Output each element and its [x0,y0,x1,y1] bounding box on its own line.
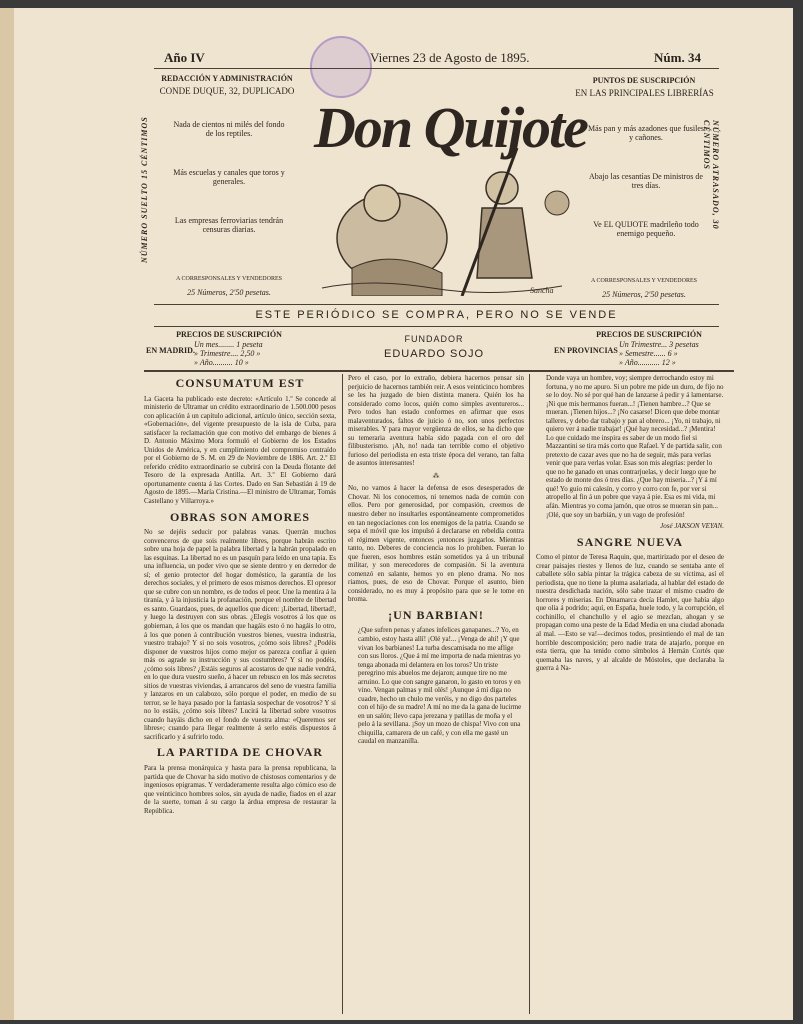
right-price: 25 Números, 2'50 pesetas. [602,290,686,299]
right-footer: A CORRESPONSALES Y VENDEDORES [591,278,697,284]
sub-right-row: » Año........... 12 » [619,358,676,368]
poem-author: José JAKSON VEYAN. [660,522,724,531]
sub-right-rows [619,340,729,368]
sub-left-rows [194,340,304,368]
section-asterisks: ⁂ [432,471,440,480]
puntos-where: EN LAS PRINCIPALES LIBRERÍAS [575,88,714,98]
column-rule-1 [342,374,343,1014]
headline-sangre: SANGRE NUEVA [576,534,684,549]
issue-date: Viernes 23 de Agosto de 1895. [370,50,530,65]
sub-left-row: » Trimestre.... 2,50 » [194,349,261,359]
left-price: 25 Números, 2'50 pesetas. [187,288,271,297]
column-1 [144,372,336,1012]
poem-barbian: ¿Que sufren penas y afanes infelices ganapanes...? Yo, en cambio, estoy hasta allí! ¡Olé ya!... ¡Venga de ahí! ¡Y que vivan los barbianes! La turba descamisada no me aflige con sus lloros. ¿Que á mí me importa de nada mientras yo tenga abonada mi delantera en los toros? Un triste peregrino mis abuelos me dejaron; aunque tire no me arruino. Lo que con sangre ganaron, lo gasto en toros y en vino. Vengan palmas y mil olés! ¡Aunque á mí diga no cuadre, hecho un chulo me veréis, y no digo dos parteles con el hijo de su madre! A mí no me da la gana de lucirme en un salón; llevo capa jerezana y patillas de moña y el pelo á la sevillana. ¡Soy un mozo de chispa! Vivo con una chiquilla, camarera de un café, y con ella me gasté un caudal en manzanilla. [358,626,522,746]
sub-right-title: PRECIOS DE SUSCRIPCIÓN [596,330,702,339]
right-slogan-3: Ve EL QUIJOTE madrileño todo enemigo pequeño. [593,220,699,238]
headline-barbian: ¡UN BARBIAN! [388,607,484,622]
newspaper-page [14,8,793,1020]
puntos-title: PUNTOS DE SUSCRIPCIÓN [592,76,696,85]
column-3 [536,374,724,1014]
redaccion-address: CONDE DUQUE, 32, DUPLICADO [159,86,295,96]
article-consumatum: La Gaceta ha publicado este decreto: «Artículo 1.º Se concede al ministerio de Ultramar un crédito extraordinario de 1.500.000 pesos con aplicación á un capítulo adicional, artículo único, sección sexta, «Gobernación», del vigente presupuesto de la isla de Cuba, para satisfacer la reclamación que con motivo del embargo de bienes á D. Antonio Máximo Mora formuló el Gobierno de los Estados Unidos de América, y en cumplimiento del compromiso contraído por el Gobierno de S. M. en 29 de Noviembre de 1886. Art. 2.º El referido crédito extraordinario se cubrirá con la Deuda flotante del Tesoro de la expresada Antilla. Art. 3.º El Gobierno dará oportunamente cuenta á las Cortes. Dado en San Sebastián á 19 de Agosto de 1895.—María Cristina.—El ministro de Ultramar, Tomás Castellano y Villarroya.» [144,394,336,505]
article-obras: No se dejéis seducir por palabras vanas. Querrán muchos convenceros de que sois realmente libres, porque habrán escrito sobre una hoja de papel la palabra libertad y la habrán propalado en las esquinas. La libertad no es un pasquín para leído en una tapia. Es una influencia, un poder vivo que se siente dentro y en derredor de sí; el genio protector del hogar doméstico, la garantía de los derechos sociales, y el primero de esos mismos derechos. El opresor que se cubre con un nombre, es de todos el peor. Une la mentira á la tiranía, y á la injusticia la profanación, porque el nombre de libertad es santo. Guardaos, pues, de aquellos que dicen: ¡Libertad, libertad!, y luego la destruyen con sus obras. ¿Elegís vosotros á los que os gobiernan, á los que os mandan que hagáis esto ó no hagáis lo otro, á los que ponen á contribución vuestros bienes, vuestra industria, vuestro trabajo? Y si no sois vosotros, ¿cómo sois libres? ¿Podéis disponer de vuestros hijos como mejor os parezca confiar á quien más os agrade su instrucción y sus costumbres? Y si no podéis, ¿cómo sois libres? ¿Estáis seguros al acostaros de que nadie vendrá, en lo que dura vuestro sueño, á hacer un rebusco en los más secretos sitios de vuestras viviendas, á arrancaros del seno de vuestra familia y lanzaros en un calabozo, sólo porque el poder, en medio de su terror, se le haya pasado por la fantasía sospechar de vosotros? Y si no lo estáis, ¿cómo sois libres? Lucirá la libertad sobre vosotros cuando hayáis dicho en el fondo de vuestra alma: «Queremos ser libres»; cuando para llegar realmente á serlo estéis dispuestos á sacrificarlo y á sufrirlo todo. [144,528,336,741]
sub-left-row: » Año.......... 10 » [194,358,249,368]
left-slogan-1: Nada de cientos ni milés del fondo de los reptiles. [173,120,285,138]
poem-barbian-cont: Donde vaya un hombre, voy; siempre derrochando estoy mi fortuna, y no me apuro. Si un pobre me pide un duro, de fijo no se lo doy. No sé por qué han de lanzarse á pedir y á lamentarse. ¡Ni que mis hermanos fueran...! ¡Tienen hambre...? Que se mueran. ¡Tienen hijos...? ¡No casarse! Dicen que debe montar talleres, y debo dar trabajo y pan al obrero... ¡Yo, ni trabajo, ni quiero ver á nadie trabajar! ¡Qué hay necesidad...? ¡Mentira! Lo que cuidado me inspira es saber de un modo fiel si Mazzantini se tira más corto que Rafael. Y de partida salir, con pretexto de cazar aves que no ha de seguir, más para verlas venir que para verlas volar. Esas son mis alegrías: perder lo que no he ganado en unas contrarjuelas, y decir luego que he estado de monte dos ó tres días. ¿Que hay miseria...? ¡Y á mí qué! Yo guío mi calesín, y corro y corro con fe, por ver si atropello al fin á un pobre que vaya á pie. Esa es mi vida, mi afán. Mientras yo coma jamón, que otros se mueran sin pan... ¡Olé, que soy un barbián, y un vago de profesión! [546,374,724,519]
newspaper-title: Don Quijote [314,95,587,160]
vertical-right-text: NÚMERO ATRASADO, 30 CÉNTIMOS [702,120,720,230]
fundador-label: FUNDADOR [404,334,464,344]
issue-number: Núm. 34 [654,50,701,65]
quijote-illustration [312,148,574,296]
sub-right-place: EN PROVINCIAS [554,346,618,355]
banner-rule-bottom [154,326,719,327]
redaccion-title: REDACCIÓN Y ADMINISTRACIÓN [161,74,293,83]
headline-partida: LA PARTIDA DE CHOVAR [156,745,324,760]
top-rule [154,68,719,69]
article-partida-cont-2: No, no vamos á hacer la defensa de esos desesperados de Chovar. Ni los conocemos, ni tenemos nada de común con ellos. Pero por generosidad, por compasión, creemos de nuestro deber no insultarles espontáneamente comprometidos en tan negociaciones con los enemigos de la patria. Cuando se sepa el móvil que los impulsó á declararse en rebeldía contra el régimen vigente, entonces ¡entonces juzgarlos. Mientras tanto, no. Deberes de conciencia nos lo prohiben. Fueran lo que fueren, esos hombres están sometidos ya á un tribunal militar, y son merecedores de compasión. Si la aventura comenzó en salante, hemos yo en pleno drama. No nos riamos, pues, de eso de Chovar. Porque el asunto, bien considerado, no es muy á propósito para que se le tome en broma. [348,484,524,604]
left-slogan-2: Más escuelas y canales que toros y generales. [173,168,285,186]
right-slogan-1: Más pan y más azadones que fusiles y cañones. [588,124,704,142]
fundador-name: EDUARDO SOJO [383,348,484,360]
headline-obras: OBRAS SON AMORES [169,509,311,524]
banner-text: ESTE PERIÓDICO SE COMPRA, PERO NO SE VENDE [255,309,618,321]
sub-left-title: PRECIOS DE SUSCRIPCIÓN [176,330,282,339]
library-stamp [310,36,372,98]
year-label: Año IV [164,50,205,65]
left-footer: A CORRESPONSALES Y VENDEDORES [176,276,282,282]
sub-right-row: » Semestre...... 6 » [619,349,678,359]
left-slogan-3: Las empresas ferroviarias tendrán censuras diarias. [174,216,284,234]
sub-left-place: EN MADRID. [146,346,195,355]
headline-consumatum: CONSUMATUM EST [175,376,305,390]
column-rule-2 [529,374,530,1014]
article-sangre: Como el pintor de Teresa Raquin, que, martirizado por el deseo de crear paisajes riestes y llenos de luz, cuando se sentaba ante el caballete sólo sabía pintar la trágica cabeza de su víctima, así el periodista, que no tiene la pluma asalariada, al hablar del estado de nuestra desdichada nación, sólo sabe trazar el mismo cuadro de horrores y miserias. En Dinamarca decía Hamlet, que había algo que olía á podrido; aquí, en España, huele todo, y la corrupción, el cochinillo, el chanchullo y el agio se mezclan, ahogan y se propagan como una peste de la Edad Media en una ciudad abonada al mal. —Esto se va!—decimos todos, presintiendo el mal de tan horrible descomposición; pero nadie trata de atajarlo, porque en esta tierra, que ha tenido como símbolos á Hernán Cortés que quemaba las naves, y al alcalde de Móstoles, que declaraba la guerra á Na- [536,553,724,673]
article-partida: Para la prensa monárquica y hasta para la prensa republicana, la partida que de Chovar ha sido motivo de chistosos comentarios y de ingeniosos epigramas. Y verdaderamente resulta algo cómico eso de que veinticinco hombres solos, sin ayuda de nadie, fiados en el azar de la suerte, toman á su cargo la árdua empresa de restaurar la República. [144,764,336,815]
article-partida-cont: Pero el caso, por lo extraño, debiera hacernos pensar sin perjuicio de hacernos también reir. A esos veinticinco hombres se les ha juzgado de bien distinta manera. Quién los ha considerado como locos, quién como simples aventureros... Pero todos han estado conformes en afirmar que esos malaventurados, faltos de juicio ó no, son unos perfectos miserables. Y para mayor vergüenza de ellos, se ha dicho que su temeraria aventura había sido pagada con el oro del filibusterismo. ¡Ah, no! nada tan terrible como el objetivo furioso del periodista en esta triste época del verano, tan falta de asuntos interesantes! [348,374,524,468]
column-2 [348,374,524,1014]
right-slogan-2: Abajo las cesantías De ministros de tres días. [589,172,703,190]
book-spine [0,8,15,1020]
banner-rule-top [154,304,719,305]
vertical-left-text: NÚMERO SUELTO 15 CÉNTIMOS [140,116,149,263]
sub-right-row: Un Trimestre... 3 pesetas [619,340,699,349]
sub-left-row: Un mes........ 1 peseta [194,340,263,349]
illustration-signature: Sancha [530,286,554,295]
